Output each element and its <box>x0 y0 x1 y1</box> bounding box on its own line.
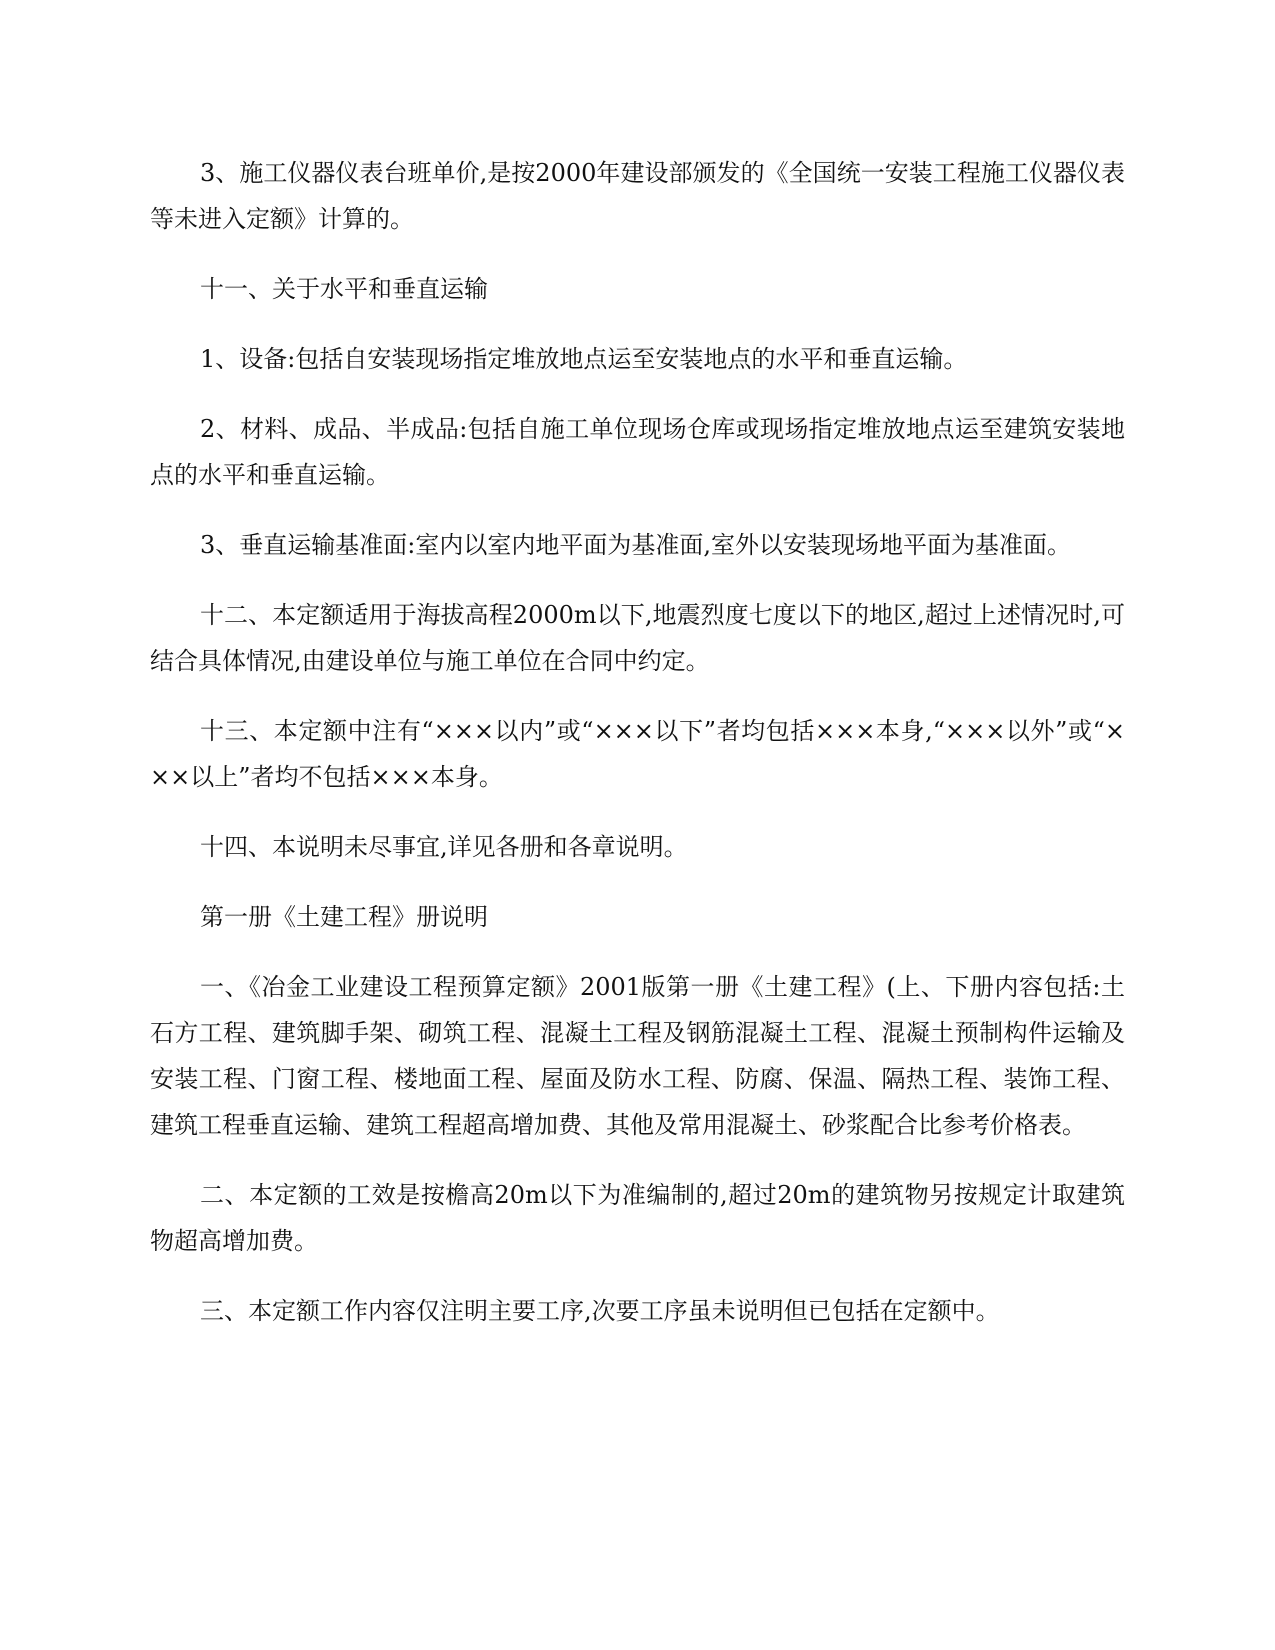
volume-heading: 第一册《土建工程》册说明 <box>200 903 488 931</box>
paragraph-work-content: 三、本定额工作内容仅注明主要工序,次要工序虽未说明但已包括在定额中。 <box>200 1297 1000 1325</box>
paragraph-applicability: 十二、本定额适用于海拔高程2000m以下,地震烈度七度以下的地区,超过上述情况时,可结合具体情况,由建设单位与施工单位在合同中约定。 <box>150 601 1125 675</box>
paragraph-instrument-price: 3、施工仪器仪表台班单价,是按2000年建设部颁发的《全国统一安装工程施工仪器仪表等未进入定额》计算的。 <box>150 159 1125 233</box>
document-body <box>150 150 1125 1358</box>
section-heading-transport: 十一、关于水平和垂直运输 <box>200 275 488 303</box>
paragraph-volume-contents: 一、《冶金工业建设工程预算定额》2001版第一册《土建工程》(上、下册内容包括:土石方工程、建筑脚手架、砌筑工程、混凝土工程及钢筋混凝土工程、混凝土预制构件运输及安装工程、门窗工程、楼地面工程、屋面及防水工程、防腐、保温、隔热工程、装饰工程、建筑工程垂直运输、建筑工程超高增加费、其他及常用混凝土、砂浆配合比参考价格表。 <box>150 973 1125 1139</box>
paragraph-inclusion-rule: 十三、本定额中注有“×××以内”或“×××以下”者均包括×××本身,“×××以外”或“×××以上”者均不包括×××本身。 <box>150 717 1125 791</box>
paragraph-efficiency: 二、本定额的工效是按檐高20m以下为准编制的,超过20m的建筑物另按规定计取建筑物超高增加费。 <box>150 1181 1125 1255</box>
paragraph-vertical-datum: 3、垂直运输基准面:室内以室内地平面为基准面,室外以安装现场地平面为基准面。 <box>200 531 1071 559</box>
paragraph-equipment: 1、设备:包括自安装现场指定堆放地点运至安装地点的水平和垂直运输。 <box>200 345 968 373</box>
paragraph-remaining-matters: 十四、本说明未尽事宜,详见各册和各章说明。 <box>200 833 688 861</box>
paragraph-materials: 2、材料、成品、半成品:包括自施工单位现场仓库或现场指定堆放地点运至建筑安装地点的水平和垂直运输。 <box>150 415 1125 489</box>
